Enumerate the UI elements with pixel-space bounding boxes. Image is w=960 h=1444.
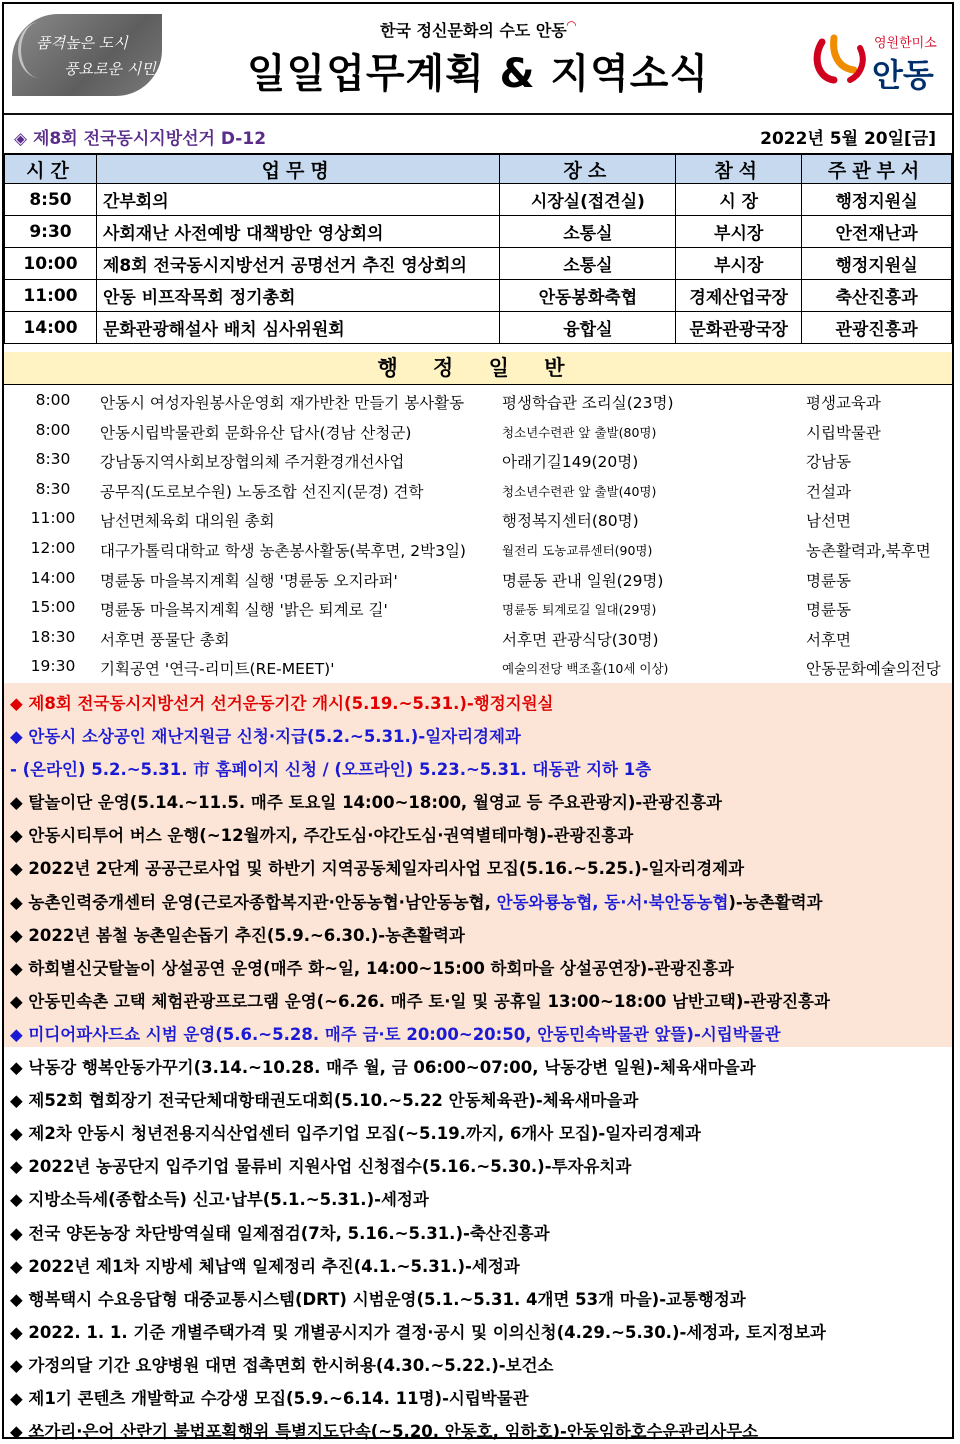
cell-attend: 부시장 [676,248,802,280]
notice-item [4,915,952,948]
notice-item [4,1080,952,1113]
header-task: 업무명 [96,155,500,184]
schedule-header-row [5,155,952,184]
notice-text: ◆ 2022. 1. 1. 기준 개별주택가격 및 개별공시지가 결정·공시 및 이의신청(4.29.~5.30.)-세정과, 토지정보과 [10,1322,826,1342]
notice-item [4,782,952,815]
logo-tagline: 영원한미소 [874,36,937,51]
item-place: 청소년수련관 앞 출발(80명) [502,424,657,440]
item-dept: 명륜동 [806,571,851,590]
schedule-table [4,154,952,344]
list-item [4,475,952,505]
logo-wordmark: 안동 [872,56,934,94]
item-title: 서후면 풍물단 총회 [100,630,230,649]
table-row [5,312,952,344]
andong-smile-logo-icon [810,28,870,88]
notice-text: ◆ 가정의달 기간 요양병원 대면 접촉면회 한시허용(4.30.~5.22.)-보건소 [10,1355,554,1375]
item-place: 청소년수련관 앞 출발(40명) [502,483,657,499]
list-item [4,564,952,594]
notice-item [4,749,952,782]
notice-item [4,815,952,848]
item-title: 공무직(도로보수원) 노동조합 선진지(문경) 견학 [100,482,424,501]
item-place: 예술의전당 백조홀(10세 이상) [502,661,669,677]
list-item [4,445,952,475]
notice-highlight: 안동와룡농협, 동·서·북안동농협 [496,892,729,912]
election-date-row [4,117,952,154]
notice-text: ◆ 안동민속촌 고택 체험관광프로그램 운영(~6.26. 매주 토·일 및 공휴일 13:00~18:00 남반고택)-관광진흥과 [10,991,830,1011]
cell-time: 11:00 [5,280,97,312]
item-time: 8:00 [35,420,71,439]
item-place: 평생학습관 조리실(23명) [502,394,674,412]
cell-dept: 축산진흥과 [802,280,952,312]
notice-text: ◆ 쏘가리·은어 산란기 불법포획행위 특별지도단속(~5.20. 안동호, 임하호)-안동임하호수운관리사무소 [10,1422,759,1442]
cell-task: 안동 비프작목회 정기총회 [96,280,500,312]
election-countdown: ◈ 제8회 전국동시지방선거 D-12 [14,129,267,149]
item-time: 8:30 [35,450,71,469]
notice-text: ◆ 제8회 전국동시지방선거 선거운동기간 개시(5.19.~5.31.)-행정지원실 [10,694,554,713]
notice-text: ◆ 전국 양돈농장 차단방역실태 일제점검(7차, 5.16.~5.31.)-축산진흥과 [10,1223,550,1243]
item-dept: 평생교육과 [806,394,881,412]
header-divider [4,113,952,115]
item-title: 명륜동 마을복지계획 실행 '밝은 퇴계로 길' [100,601,388,620]
list-item [4,534,952,564]
cell-attend: 문화관광국장 [676,312,802,344]
notice-text: - (온라인) 5.2.~5.31. 市 홈페이지 신청 / (오프라인) 5.23.~5.31. 대동관 지하 1층 [10,760,652,780]
table-row [5,216,952,248]
cell-time: 14:00 [5,312,97,344]
document-date: 2022년 5월 20일[금] [760,129,936,149]
item-time: 8:30 [35,479,71,498]
cell-attend: 경제산업국장 [676,280,802,312]
smile-mark-icon: ◠ [566,18,576,32]
notice-item [4,1146,952,1179]
cell-time: 10:00 [5,248,97,280]
list-item [4,386,952,416]
list-item [4,416,952,446]
notice-item [4,1179,952,1212]
item-title: 안동시립박물관회 문화유산 답사(경남 산청군) [100,423,412,442]
cell-dept: 행정지원실 [802,184,952,216]
cell-task: 사회재난 사전예방 대책방안 영상회의 [96,216,500,248]
cell-task: 제8회 전국동시지방선거 공명선거 추진 영상회의 [96,248,500,280]
notice-text: ◆ 미디어파사드쇼 시범 운영(5.6.~5.28. 매주 금·토 20:00~20:50, 안동민속박물관 앞뜰)-시립박물관 [10,1024,781,1044]
general-admin-list [4,386,952,682]
list-item [4,652,952,682]
notice-text: ◆ 2022년 농공단지 입주기업 물류비 지원사업 신청접수(5.16.~5.30.)-투자유치과 [10,1157,632,1177]
notice-list [4,683,952,1444]
item-title: 남선면체육회 대의원 총회 [100,512,275,531]
cell-dept: 안전재난과 [802,216,952,248]
item-time: 8:00 [35,391,71,409]
item-place: 서후면 관광식당(30명) [502,630,659,649]
table-row [5,184,952,216]
notice-text-group [10,889,822,913]
cell-time: 9:30 [5,216,97,248]
notice-text: ◆ 농촌인력중개센터 운영(근로자종합복지관·안동농협·남안동농협, [10,892,497,912]
table-row [5,248,952,280]
item-time: 11:00 [30,509,76,528]
notice-item [4,716,952,749]
item-time: 12:00 [30,538,76,557]
item-title: 명륜동 마을복지계획 실행 '명륜동 오지라퍼' [100,571,398,590]
cell-attend: 부시장 [676,216,802,248]
item-dept: 명륜동 [806,601,851,620]
subtitle-text: 한국 정신문화의 수도 안동 [380,21,567,40]
item-title: 안동시 여성자원봉사운영회 재가반찬 만들기 봉사활동 [100,394,465,412]
notice-item [4,1213,952,1246]
notice-item [4,683,952,716]
cell-place: 소통실 [500,216,676,248]
item-dept: 안동문화예술의전당 [806,660,941,679]
andong-logo [810,26,940,94]
notice-text: ◆ 제52회 협회장기 전국단체대항태권도대회(5.10.~5.22 안동체육관)-체육새마을과 [10,1091,639,1111]
item-place: 월전리 도농교류센터(90명) [502,542,653,558]
item-place: 명륜동 관내 일원(29명) [502,571,664,590]
notice-text: ◆ 안동시 소상공인 재난지원금 신청·지급(5.2.~5.31.)-일자리경제과 [10,727,521,747]
notice-item [4,948,952,981]
item-dept: 남선면 [806,512,851,531]
header-attend: 참석 [676,155,802,184]
item-dept: 농촌활력과,북후면 [806,541,931,560]
list-item [4,593,952,623]
notice-item [4,981,952,1014]
slogan-line-1: 품격높은 도시 [36,34,128,52]
notice-text: ◆ 안동시티투어 버스 운행(~12월까지, 주간도심·야간도심·권역별테마형)-관광진흥과 [10,826,634,846]
item-title: 강남동지역사회보장협의체 주거환경개선사업 [100,453,405,472]
item-dept: 서후면 [806,630,851,649]
item-place: 행정복지센터(80명) [502,512,639,531]
item-title: 기획공연 '연극-리미트(RE-MEET)' [100,660,335,679]
cell-dept: 관광진흥과 [802,312,952,344]
notice-item [4,1345,952,1378]
general-admin-heading: 행 정 일 반 [4,352,952,385]
item-time: 18:30 [30,627,76,646]
item-time: 19:30 [30,657,76,676]
notice-text: ◆ 탈놀이단 운영(5.14.~11.5. 매주 토요일 14:00~18:00, 월영교 등 주요관광지)-관광진흥과 [10,793,722,813]
notice-item [4,1312,952,1345]
cell-attend: 시 장 [676,184,802,216]
table-row [5,280,952,312]
item-title: 대구가톨릭대학교 학생 농촌봉사활동(북후면, 2박3일) [100,541,466,560]
header [4,4,952,114]
header-place: 장소 [500,155,676,184]
notice-item [4,1014,952,1047]
cell-place: 시장실(접견실) [500,184,676,216]
notice-text: ◆ 2022년 제1차 지방세 체납액 일제정리 추진(4.1.~5.31.)-세정과 [10,1256,520,1276]
notice-item [4,1047,952,1080]
cell-task: 문화관광해설사 배치 심사위원회 [96,312,500,344]
cell-task: 간부회의 [96,184,500,216]
item-time: 14:00 [30,568,76,587]
notice-text: ◆ 제2차 안동시 청년전용지식산업센터 입주기업 모집(~5.19.까지, 6개사 모집)-일자리경제과 [10,1124,701,1144]
cell-time: 8:50 [5,184,97,216]
item-dept: 강남동 [806,453,851,472]
notice-item [4,1411,952,1444]
notice-text: ◆ 행복택시 수요응답형 대중교통시스템(DRT) 시범운영(5.1.~5.31. 4개면 53개 마을)-교통행정과 [10,1289,746,1309]
item-dept: 시립박물관 [806,423,881,442]
page-title: 일일업무계획 & 지역소식 [246,51,710,97]
notice-text: ◆ 2022년 봄철 농촌일손돕기 추진(5.9.~6.30.)-농촌활력과 [10,925,465,945]
list-item [4,623,952,653]
notice-item [4,1113,952,1146]
notice-item [4,848,952,881]
notice-text-tail: )-농촌활력과 [728,892,823,912]
item-place: 아래기길149(20명) [502,453,639,472]
document-frame [2,2,954,1442]
cell-dept: 행정지원실 [802,248,952,280]
list-item [4,504,952,534]
notice-item [4,1279,952,1312]
notice-item [4,1378,952,1411]
header-time: 시간 [5,155,97,184]
cell-place: 안동봉화축협 [500,280,676,312]
notice-text: ◆ 낙동강 행복안동가꾸기(3.14.~10.28. 매주 월, 금 06:00~07:00, 낙동강변 일원)-체육새마을과 [10,1058,756,1078]
header-dept: 주관부서 [802,155,952,184]
notice-text: ◆ 제1기 콘텐츠 개발학교 수강생 모집(5.9.~6.14. 11명)-시립박물관 [10,1388,529,1408]
notice-item [4,882,952,915]
cell-place: 융합실 [500,312,676,344]
cell-place: 소통실 [500,248,676,280]
item-place: 명륜동 퇴계로길 일대(29명) [502,602,657,618]
slogan-line-2: 풍요로운 시민 [64,60,156,78]
notice-text: ◆ 2022년 2단계 공공근로사업 및 하반기 지역공동체일자리사업 모집(5.16.~5.25.)-일자리경제과 [10,859,745,879]
notice-item [4,1246,952,1279]
item-dept: 건설과 [806,482,851,501]
notice-text: ◆ 하회별신굿탈놀이 상설공연 운영(매주 화~일, 14:00~15:00 하회마을 상설공연장)-관광진흥과 [10,958,734,978]
item-time: 15:00 [30,598,76,617]
notice-text: ◆ 지방소득세(종합소득) 신고·납부(5.1.~5.31.)-세정과 [10,1190,429,1210]
